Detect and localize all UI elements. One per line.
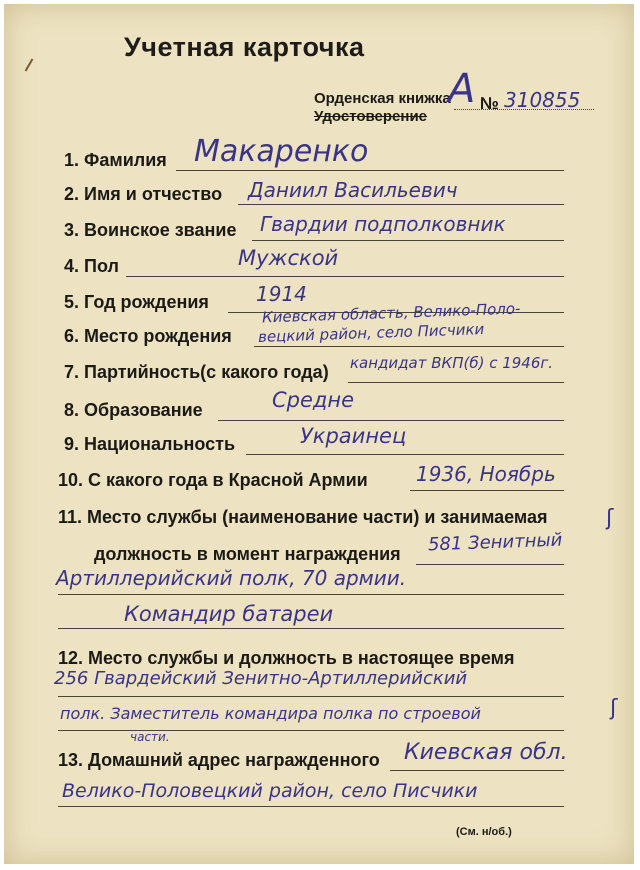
- name-patronymic-label: 2. Имя и отчество: [64, 184, 223, 204]
- service-at-award-label-line2: должность в момент награждения: [94, 544, 401, 564]
- nationality-label: 9. Национальность: [64, 434, 236, 454]
- name-patronymic-value: Даниил Васильевич: [248, 178, 458, 202]
- birth-year-value: 1914: [256, 282, 307, 306]
- red-army-since-value: 1936, Ноябрь: [416, 462, 556, 486]
- order-book-series: А: [448, 66, 476, 112]
- birth-year-label: 5. Год рождения: [64, 292, 209, 312]
- award-record-card: [4, 4, 634, 864]
- sex-value: Мужской: [238, 246, 339, 270]
- home-address-value-line2: Велико-Половецкий район, село Писчики: [62, 780, 478, 802]
- pencil-mark: [25, 58, 34, 71]
- education-value: Средне: [272, 388, 355, 412]
- service-at-award-label-line1: 11. Место службы (наименование части) и занимаемая: [58, 507, 548, 527]
- current-service-line1: [58, 696, 564, 697]
- birthplace-line: [254, 346, 564, 347]
- current-service-value-line1: 256 Гвардейский Зенитно-Артиллерийский: [54, 668, 468, 689]
- nationality-line: [246, 454, 564, 455]
- birthplace-value-line2: вецкий район, село Писчики: [257, 320, 485, 346]
- birthplace-label: 6. Место рождения: [64, 326, 232, 346]
- order-book-label: Орденская книжка: [314, 90, 451, 107]
- red-army-since-line: [410, 490, 564, 491]
- home-address-line2: [58, 806, 564, 807]
- certificate-label: Удостоверение: [314, 108, 428, 125]
- service-at-award-line1: [416, 564, 564, 565]
- correction-mark-2: ʃ: [610, 696, 618, 721]
- home-address-value-line1: Киевская обл.: [404, 740, 568, 765]
- sex-label: 4. Пол: [64, 256, 119, 276]
- birthplace-value-line1: Киевская область, Велико-Поло-: [261, 299, 521, 327]
- military-rank-label: 3. Воинское звание: [64, 220, 237, 240]
- education-line: [218, 420, 564, 421]
- party-membership-value: кандидат ВКП(б) с 1946г.: [350, 354, 554, 372]
- current-service-value-line2: полк. Заместитель командира полка по строевой: [60, 704, 481, 723]
- name-patronymic-line: [238, 204, 564, 205]
- service-at-award-value-line2: Артиллерийский полк, 70 армии.: [56, 566, 407, 590]
- current-service-value-line3: части.: [130, 730, 170, 744]
- service-at-award-line2: [58, 594, 564, 595]
- sex-line: [126, 276, 564, 277]
- correction-mark: ʃ: [606, 506, 614, 531]
- see-reverse-note: (См. н/об.): [456, 826, 512, 838]
- party-membership-line: [348, 382, 564, 383]
- education-label: 8. Образование: [64, 400, 203, 420]
- military-rank-line: [252, 240, 564, 241]
- home-address-label: 13. Домашний адрес награжденного: [58, 750, 380, 770]
- surname-line: [176, 170, 564, 171]
- order-book-number: 310855: [504, 88, 581, 112]
- red-army-since-label: 10. С какого года в Красной Армии: [58, 470, 368, 490]
- surname-label: 1. Фамилия: [64, 150, 167, 170]
- surname-value: Макаренко: [194, 134, 369, 169]
- service-at-award-value-line1: 581 Зенитный: [427, 529, 563, 556]
- number-label: №: [480, 94, 499, 113]
- home-address-line1: [390, 770, 564, 771]
- current-service-label: 12. Место службы и должность в настоящее время: [58, 648, 515, 668]
- nationality-value: Украинец: [300, 424, 407, 448]
- military-rank-value: Гвардии подполковник: [260, 212, 506, 236]
- party-membership-label: 7. Партийность(с какого года): [64, 362, 329, 382]
- card-title: Учетная карточка: [124, 32, 365, 62]
- service-at-award-line3: [58, 628, 564, 629]
- service-at-award-value-line3: Командир батареи: [124, 602, 334, 626]
- order-number-line: [454, 109, 594, 110]
